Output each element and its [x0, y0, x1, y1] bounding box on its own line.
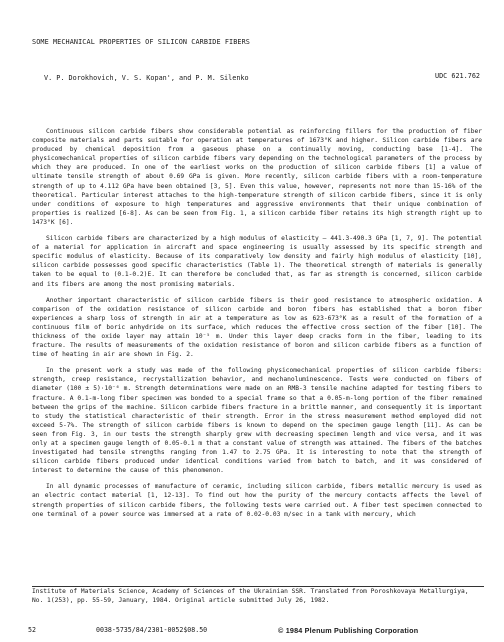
article-code: 0038-5735/84/2301-0052$08.50 — [96, 626, 208, 634]
article-body — [32, 127, 482, 526]
paragraph-5: In all dynamic processes of manufacture of ceramic, including silicon carbide, fibers metallic mercury is used as an electric contact material [1, 12-13]. To find out how the purity of the mercury contacts affects the level of strength properties of silicon carbide fibers, the following tests were carried out. A fiber test specimen connected to one terminal of a power source was immersed at a rate of 0.02-0.03 m/sec in a tank with mercury, which — [32, 483, 482, 518]
page-number: 52 — [28, 626, 36, 634]
footnote: Institute of Materials Science, Academy of Sciences of the Ukrainian SSR. Translated from Poroshkovaya Metallurgiya, No. 1(253), pp. 55-59, January, 1984. Original article submitted July 26, 1982. — [32, 588, 469, 604]
udc-code: UDC 621.762 — [434, 72, 480, 80]
author-list — [44, 72, 304, 84]
paragraph-2: Silicon carbide fibers are characterized by a high modulus of elasticity – 441.3-490.3 GPa [1, 7, 9]. The potential of a material for application in aircraft and space engineering is usually assessed by its specific strength and specific modulus of elasticity. Because of its comparatively low density and fairly high modulus of elasticity [10], silicon carbide possesses good specific characteristics (Table 1). The theoretical strength of materials is generally taken to be equal to (0.1-0.2)E. It can therefore be concluded that, as far as strength is concerned, silicon carbide and its fibers are among the most promising materials. — [32, 235, 482, 288]
paragraph-1: Continuous silicon carbide fibers show considerable potential as reinforcing fillers for the production of fiber composite materials and parts suitable for operation at temperatures of 1673°K and higher. Silicon carbide fibers are produced by chemical deposition from a gaseous phase on a continually moving, conducting base [1-4]. The physicomechanical properties of silicon carbide fibers vary depending on the technological parameters of the process by which they are produced. In one of the earliest works on the production of silicon carbide fibers [1] a value of ultimate tensile strength of about 0.69 GPa is given. More recently, silicon carbide fibers with a room-temperature strength of up to 4.112 GPa have been obtained [3, 5]. Even this value, however, represents not more than 15-16% of the theoretical. Particular interest attaches to the high-temperature strength of silicon carbide fibers, since it is only under conditions of exposure to high temperatures and aggressive environments that their unique combination of properties is realized [6-8]. As can be seen from Fig. 1, a silicon carbide fiber retains its high strength right up to 1473°K [6]. — [32, 128, 482, 226]
paragraph-4: In the present work a study was made of the following physicomechanical properties of silicon carbide fibers: strength, creep resistance, recrystallization behavior, and mechanoluminescence. Tests were conducted on fibers of diameter (100 ± 5)·10⁻⁶ m. Strength determinations were made on an RMB-3 tensile machine adapted for testing fibers to fracture. A 0.1-m-long fiber specimen was bonded to a special frame so that a 0.05-m-long portion of the fiber remained between the grips of the machine. Silicon carbide fibers fracture in a brittle manner, and consequently it is important to study the statistical characteristic of their strength. Error in the stress measurement method employed did not exceed 5-7%. The strength of silicon carbide fibers is known to depend on the specimen gauge length [11]. As can be seen from Fig. 3, in our tests the strength sharply grew with decreasing specimen length and vice versa, and it was only at a specimen gauge length of 0.05-0.1 m that a constant value of strength was attained. The fibers of the batches investigated had tensile strengths ranging from 1.47 to 2.75 GPa. It is interesting to note that the strength of silicon carbide fibers produced under identical conditions varied from batch to batch, and it was considered of interest to determine the cause of this phenomenon. — [32, 367, 482, 475]
article-title: SOME MECHANICAL PROPERTIES OF SILICON CARBIDE FIBERS — [32, 38, 250, 46]
paragraph-3: Another important characteristic of silicon carbide fibers is their good resistance to atmospheric oxidation. A comparison of the oxidation resistance of silicon carbide and boron fibers has established that a boron fiber experiences a sharp loss of strength in air at a temperature as low as 623-673°K as a result of the formation of a continuous film of boric anhydride on its surface, which reduces the effective cross section of the fiber [10]. The thickness of the oxide layer may attain 10⁻⁵ m. Under this layer deep cracks form in the fiber, leading to its fracture. The results of measurements of the oxidation resistance of boron and silicon carbide fibers as a function of time of heating in air are shown in Fig. 2. — [32, 296, 482, 359]
copyright: © 1984 Plenum Publishing Corporation — [278, 626, 419, 635]
authors-text: V. P. Dorokhovich, V. S. Kopan', and P. M. Silenko — [44, 74, 249, 82]
footnote-divider — [32, 586, 484, 587]
